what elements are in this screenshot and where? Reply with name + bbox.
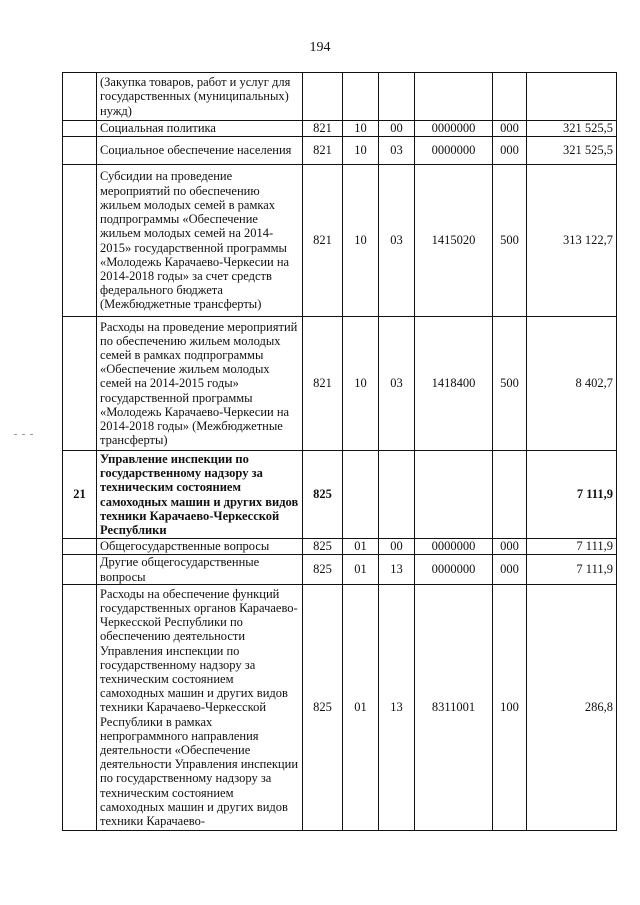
expense-type-code: 500 [493,317,527,451]
page-number: 194 [309,40,331,55]
table-row [63,73,617,121]
row-name: Социальное обеспечение населения [97,137,303,165]
expense-type-code: 000 [493,121,527,137]
subsection-code: 13 [379,585,415,831]
table-row [63,317,617,451]
row-name: Общегосударственные вопросы [97,539,303,555]
expense-type-code [493,73,527,121]
amount: 321 525,5 [527,137,617,165]
scan-mark [14,434,17,435]
section-code: 01 [343,585,379,831]
target-article-code: 0000000 [415,121,493,137]
row-name: Расходы на обеспечение функций государственных органов Карачаево-Черкесской Республики по обеспечению деятельности Управления инспекции по государственному надзору за техническим состоянием самоходных машин и других видов техники Карачаево-Черкесской Республики в рамках непрограммного направления деятельности «Обеспечение деятельности Управления инспекции по государственному надзору за техническим состоянием самоходных машин и других видов техники Карачаево- [97,585,303,831]
expense-type-code: 000 [493,137,527,165]
subsection-code [379,451,415,539]
table-row [63,137,617,165]
row-number: 21 [63,451,97,539]
table-row [63,555,617,585]
row-name: Субсидии на проведение мероприятий по обеспечению жильем молодых семей в рамках подпрограммы «Обеспечение жильем молодых семей на 2014-2015» государственной программы «Молодежь Карачаево-Черкесии на 2014-2018 годы» за счет средств федерального бюджета (Межбюджетные трансферты) [97,165,303,317]
row-number [63,585,97,831]
row-number [63,555,97,585]
row-number [63,539,97,555]
target-article-code: 0000000 [415,137,493,165]
subsection-code [379,73,415,121]
section-code: 01 [343,539,379,555]
subsection-code: 13 [379,555,415,585]
amount: 8 402,7 [527,317,617,451]
expense-type-code: 000 [493,539,527,555]
amount: 313 122,7 [527,165,617,317]
table-body [63,73,617,831]
ministry-code: 825 [303,555,343,585]
target-article-code: 0000000 [415,539,493,555]
row-number [63,165,97,317]
ministry-code: 825 [303,539,343,555]
target-article-code: 8311001 [415,585,493,831]
scan-mark [22,434,25,435]
section-code: 10 [343,137,379,165]
target-article-code: 1415020 [415,165,493,317]
expense-type-code: 500 [493,165,527,317]
table-row [63,165,617,317]
target-article-code [415,73,493,121]
section-code: 10 [343,165,379,317]
section-code: 10 [343,317,379,451]
section-code [343,73,379,121]
subsection-code: 03 [379,137,415,165]
table-row [63,121,617,137]
table-row [63,539,617,555]
table-row [63,585,617,831]
section-code: 10 [343,121,379,137]
amount: 7 111,9 [527,451,617,539]
row-name: (Закупка товаров, работ и услуг для государственных (муниципальных) нужд) [97,73,303,121]
target-article-code: 0000000 [415,555,493,585]
target-article-code [415,451,493,539]
ministry-code: 821 [303,317,343,451]
amount: 286,8 [527,585,617,831]
ministry-code: 821 [303,165,343,317]
row-name: Другие общегосударственные вопросы [97,555,303,585]
target-article-code: 1418400 [415,317,493,451]
expense-type-code: 100 [493,585,527,831]
budget-table [62,72,617,831]
row-number [63,121,97,137]
amount: 7 111,9 [527,555,617,585]
expense-type-code: 000 [493,555,527,585]
row-name: Расходы на проведение мероприятий по обеспечению жильем молодых семей в рамках подпрограммы «Обеспечение жильем молодых семей на 2014-2015 годы» государственной программы «Молодежь Карачаево-Черкесии на 2014-2018 годы» (Межбюджетные трансферты) [97,317,303,451]
row-number [63,137,97,165]
scan-mark [30,434,33,435]
subsection-code: 03 [379,317,415,451]
ministry-code: 825 [303,451,343,539]
section-code [343,451,379,539]
row-number [63,73,97,121]
expense-type-code [493,451,527,539]
ministry-code: 821 [303,121,343,137]
ministry-code [303,73,343,121]
subsection-code: 00 [379,121,415,137]
row-name: Социальная политика [97,121,303,137]
ministry-code: 825 [303,585,343,831]
subsection-code: 03 [379,165,415,317]
subsection-code: 00 [379,539,415,555]
amount: 321 525,5 [527,121,617,137]
row-number [63,317,97,451]
table-row [63,451,617,539]
section-code: 01 [343,555,379,585]
amount [527,73,617,121]
row-name: Управление инспекции по государственному надзору за техническим состоянием самоходных машин и других видов техники Карачаево-Черкесской Республики [97,451,303,539]
amount: 7 111,9 [527,539,617,555]
ministry-code: 821 [303,137,343,165]
